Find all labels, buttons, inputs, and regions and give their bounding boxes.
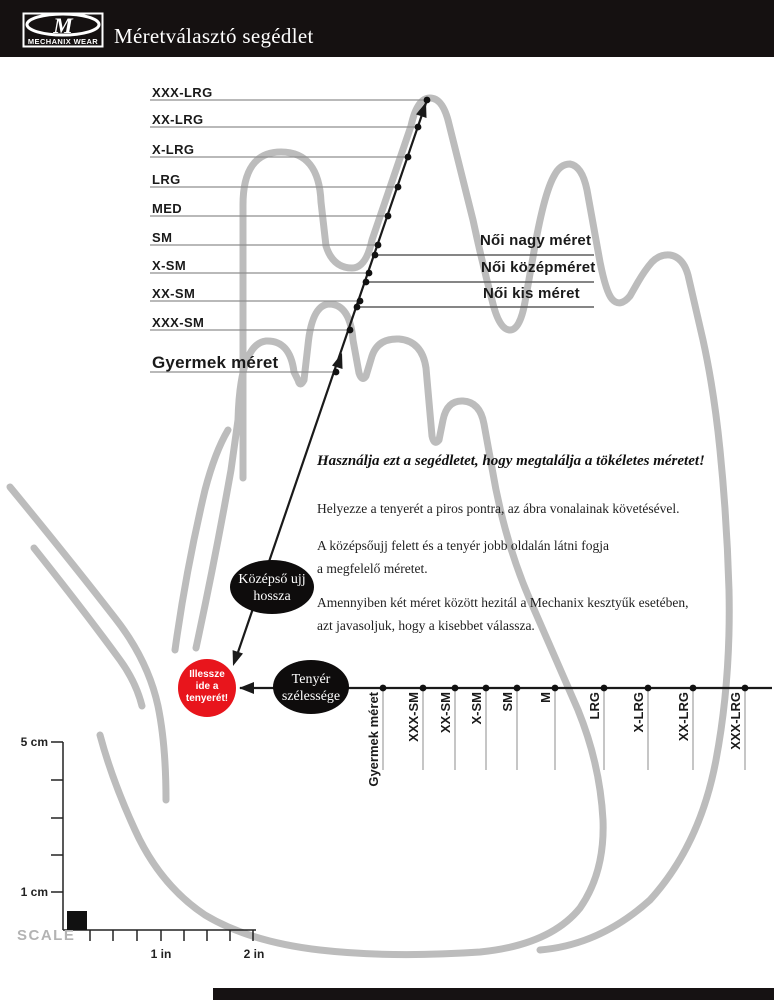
palm-size-lrg: LRG: [587, 692, 602, 720]
page-title: Méretválasztó segédlet: [114, 24, 314, 48]
logo-m: M: [53, 13, 73, 38]
header-bar: [0, 0, 774, 57]
ruler-1cm-label: 1 cm: [20, 885, 48, 899]
instructions-p2-line2: a megfelelő méretet.: [317, 561, 428, 576]
size-label-xxx-sm: XXX-SM: [152, 315, 205, 330]
palm-size-xx-sm: XX-SM: [438, 692, 453, 734]
women-size-small: Női kis méret: [483, 285, 580, 302]
size-label-lrg: LRG: [152, 172, 181, 187]
palm-size-x-sm: X-SM: [469, 692, 484, 725]
women-size-large: Női nagy méret: [480, 232, 592, 249]
ruler-2in-label: 2 in: [243, 947, 265, 961]
mechanix-wear-logo: [22, 12, 104, 48]
palm-size-xxx-lrg: XXX-LRG: [728, 692, 743, 750]
large-hand-outline: [243, 98, 729, 950]
palm-size-xx-lrg: XX-LRG: [676, 692, 691, 742]
size-label-xxx-lrg: XXX-LRG: [152, 85, 213, 100]
size-label-xx-sm: XX-SM: [152, 286, 196, 301]
size-label-x-sm: X-SM: [152, 258, 187, 273]
instructions-p2-line1: A középsőujj felett és a tenyér jobb oldalán látni fogja: [317, 538, 610, 553]
size-label-x-lrg: X-LRG: [152, 142, 195, 157]
ruler-1in-label: 1 in: [150, 947, 172, 961]
size-label-sm: SM: [152, 230, 173, 245]
instructions-p1: Helyezze a tenyerét a piros pontra, az ábra vonalainak követésével.: [317, 501, 680, 516]
footer-bar: [213, 988, 774, 1000]
palm-size-sm: SM: [500, 692, 515, 712]
size-label-xx-lrg: XX-LRG: [152, 112, 204, 127]
instructions-title: Használja ezt a segédletet, hogy megtalálja a tökéletes méretet!: [317, 453, 705, 469]
women-size-medium: Női középméret: [481, 259, 596, 276]
instructions-p3-line1: Amennyiben két méret között hezitál a Mechanix kesztyűk esetében,: [317, 595, 689, 610]
finger-size-lines: [150, 100, 427, 372]
instructions-p3-line2: azt javasoljuk, hogy a kisebbet válassza.: [317, 618, 535, 633]
palm-size-xxx-sm: XXX-SM: [406, 692, 421, 742]
ruler-5cm-label: 5 cm: [20, 735, 48, 749]
logo-wordmark: MECHANIX WEAR: [27, 37, 99, 46]
palm-size-child: Gyermek méret: [366, 692, 381, 787]
palm-size-m: M: [538, 692, 553, 703]
palm-width-callout: Tenyér szélessége: [281, 672, 341, 704]
palm-size-x-lrg: X-LRG: [631, 692, 646, 733]
size-label-med: MED: [152, 201, 183, 216]
middle-finger-length-callout: Középső ujj hossza: [238, 572, 306, 604]
size-label-child: Gyermek méret: [152, 353, 279, 372]
place-palm-callout: Illessze ide a tenyerét!: [185, 669, 229, 704]
ruler-scale-label: SCALE: [17, 927, 76, 944]
